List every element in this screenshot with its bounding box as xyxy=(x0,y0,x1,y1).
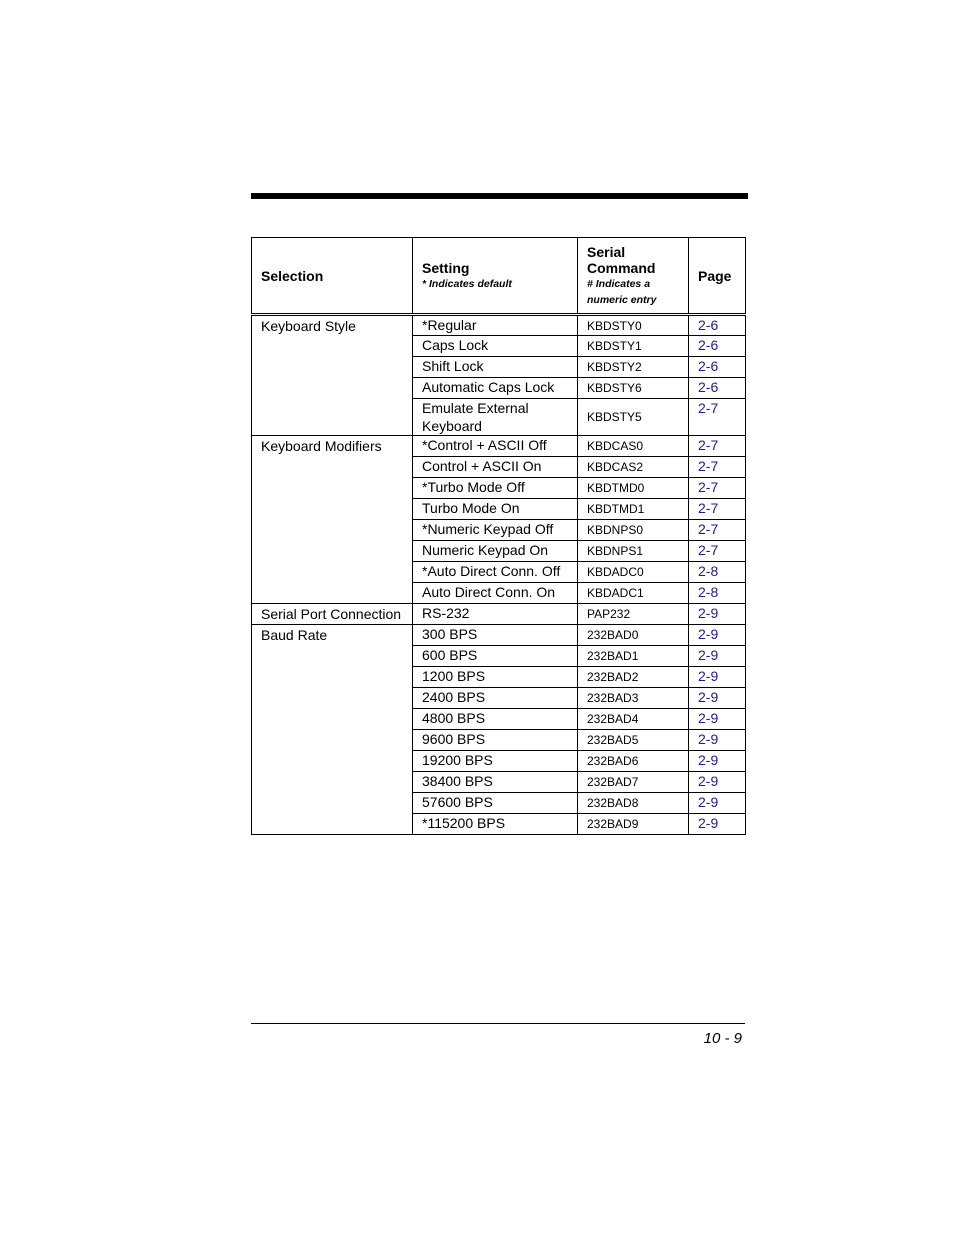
serial-command-cell: KBDTMD1 xyxy=(578,499,689,520)
selection-cell: Baud Rate xyxy=(252,625,413,835)
page-link[interactable]: 2-7 xyxy=(689,520,746,541)
setting-cell: 4800 BPS xyxy=(413,709,578,730)
setting-cell: 19200 BPS xyxy=(413,751,578,772)
setting-cell: Control + ASCII On xyxy=(413,457,578,478)
setting-cell: *Regular xyxy=(413,315,578,336)
setting-cell: 2400 BPS xyxy=(413,688,578,709)
page-link[interactable]: 2-9 xyxy=(689,751,746,772)
page-link[interactable]: 2-9 xyxy=(689,772,746,793)
serial-command-cell: KBDNPS0 xyxy=(578,520,689,541)
page-link[interactable]: 2-9 xyxy=(689,709,746,730)
serial-command-cell: 232BAD2 xyxy=(578,667,689,688)
header-selection xyxy=(252,238,413,315)
serial-command-cell: PAP232 xyxy=(578,604,689,625)
page-link[interactable]: 2-8 xyxy=(689,583,746,604)
setting-cell: 300 BPS xyxy=(413,625,578,646)
page-link[interactable]: 2-6 xyxy=(689,315,746,336)
setting-cell: Emulate External Keyboard xyxy=(413,399,578,436)
page-link[interactable]: 2-9 xyxy=(689,667,746,688)
table-row xyxy=(252,604,746,625)
setting-cell: 57600 BPS xyxy=(413,793,578,814)
setting-cell: 38400 BPS xyxy=(413,772,578,793)
serial-command-cell: 232BAD8 xyxy=(578,793,689,814)
serial-command-cell: 232BAD1 xyxy=(578,646,689,667)
serial-command-cell: 232BAD5 xyxy=(578,730,689,751)
setting-cell: 9600 BPS xyxy=(413,730,578,751)
selection-cell: Keyboard Modifiers xyxy=(252,436,413,604)
serial-command-cell: KBDSTY1 xyxy=(578,336,689,357)
table-body xyxy=(252,315,746,835)
header-selection-label: Selection xyxy=(261,267,324,284)
serial-command-cell: KBDTMD0 xyxy=(578,478,689,499)
setting-cell: *Auto Direct Conn. Off xyxy=(413,562,578,583)
serial-command-cell: KBDSTY2 xyxy=(578,357,689,378)
selection-cell: Serial Port Connection xyxy=(252,604,413,625)
page-link[interactable]: 2-9 xyxy=(689,646,746,667)
setting-cell: Shift Lock xyxy=(413,357,578,378)
page-link[interactable]: 2-9 xyxy=(689,604,746,625)
serial-command-cell: KBDCAS0 xyxy=(578,436,689,457)
serial-command-cell: 232BAD3 xyxy=(578,688,689,709)
page-link[interactable]: 2-6 xyxy=(689,378,746,399)
serial-command-cell: 232BAD0 xyxy=(578,625,689,646)
serial-command-cell: 232BAD4 xyxy=(578,709,689,730)
header-serial-note: # Indicates a numeric entry xyxy=(587,277,657,306)
setting-cell: *115200 BPS xyxy=(413,814,578,835)
header-page-label: Page xyxy=(698,267,732,284)
serial-command-cell: KBDADC0 xyxy=(578,562,689,583)
page-link[interactable]: 2-9 xyxy=(689,814,746,835)
setting-cell: *Numeric Keypad Off xyxy=(413,520,578,541)
header-setting xyxy=(413,238,578,315)
setting-cell: Turbo Mode On xyxy=(413,499,578,520)
table-header-row xyxy=(252,238,746,315)
setting-cell: Automatic Caps Lock xyxy=(413,378,578,399)
footer-rule xyxy=(251,1023,745,1024)
serial-command-cell: KBDCAS2 xyxy=(578,457,689,478)
page-link[interactable]: 2-9 xyxy=(689,688,746,709)
page-link[interactable]: 2-9 xyxy=(689,625,746,646)
page-link[interactable]: 2-9 xyxy=(689,793,746,814)
serial-command-cell: KBDSTY0 xyxy=(578,315,689,336)
header-serial-label: Serial Command xyxy=(587,243,656,276)
table-row xyxy=(252,625,746,646)
page-link[interactable]: 2-6 xyxy=(689,357,746,378)
page-number: 10 - 9 xyxy=(703,1030,742,1047)
setting-cell: Caps Lock xyxy=(413,336,578,357)
setting-cell: Numeric Keypad On xyxy=(413,541,578,562)
header-setting-note: * Indicates default xyxy=(422,277,512,290)
setting-cell: RS-232 xyxy=(413,604,578,625)
serial-command-table xyxy=(251,237,746,835)
table-row xyxy=(252,436,746,457)
serial-command-cell: 232BAD6 xyxy=(578,751,689,772)
serial-command-cell: KBDADC1 xyxy=(578,583,689,604)
page-link[interactable]: 2-9 xyxy=(689,730,746,751)
serial-command-cell: KBDSTY5 xyxy=(578,399,689,436)
setting-cell: Auto Direct Conn. On xyxy=(413,583,578,604)
page-link[interactable]: 2-7 xyxy=(689,436,746,457)
serial-command-cell: 232BAD7 xyxy=(578,772,689,793)
setting-cell: *Turbo Mode Off xyxy=(413,478,578,499)
header-serial-command xyxy=(578,238,689,315)
page-link[interactable]: 2-7 xyxy=(689,499,746,520)
serial-command-cell: KBDSTY6 xyxy=(578,378,689,399)
page-link[interactable]: 2-7 xyxy=(689,457,746,478)
header-setting-label: Setting xyxy=(422,259,470,276)
page-link[interactable]: 2-7 xyxy=(689,399,746,436)
top-rule xyxy=(251,193,748,199)
setting-cell: *Control + ASCII Off xyxy=(413,436,578,457)
serial-command-cell: KBDNPS1 xyxy=(578,541,689,562)
setting-cell: 600 BPS xyxy=(413,646,578,667)
table-row xyxy=(252,315,746,336)
serial-command-cell: 232BAD9 xyxy=(578,814,689,835)
page-link[interactable]: 2-8 xyxy=(689,562,746,583)
page-link[interactable]: 2-7 xyxy=(689,478,746,499)
page-link[interactable]: 2-7 xyxy=(689,541,746,562)
header-page xyxy=(689,238,746,315)
page-link[interactable]: 2-6 xyxy=(689,336,746,357)
setting-cell: 1200 BPS xyxy=(413,667,578,688)
selection-cell: Keyboard Style xyxy=(252,315,413,436)
